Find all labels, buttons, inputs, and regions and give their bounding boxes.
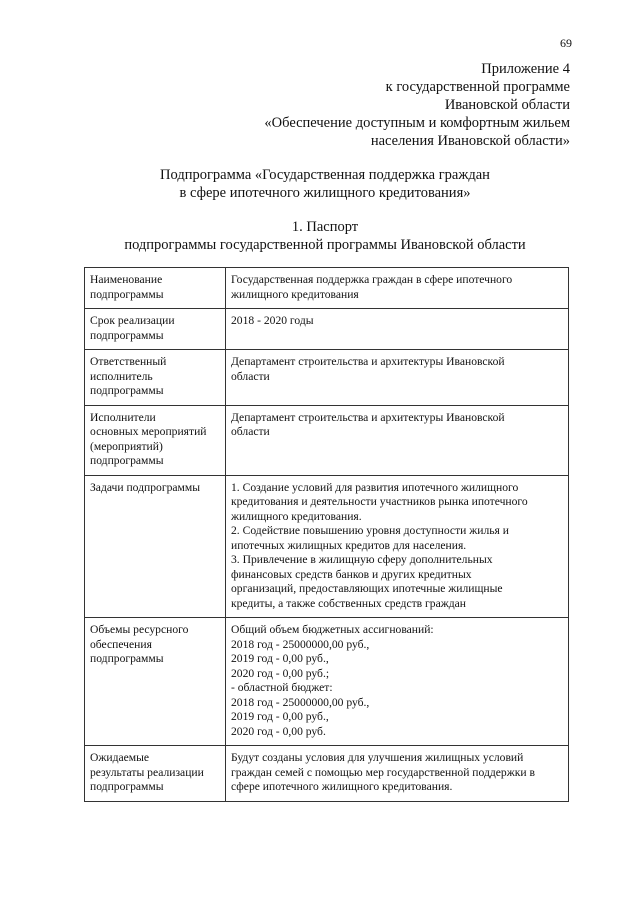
appendix-header	[150, 60, 570, 150]
row-value-line: 2020 год - 0,00 руб.	[231, 724, 326, 738]
row-label	[85, 350, 226, 406]
row-value-line: 3. Привлечение в жилищную сферу дополнительных	[231, 553, 493, 566]
row-value	[226, 268, 569, 309]
row-label	[85, 309, 226, 350]
passport-title-line: подпрограммы государственной программы Ивановской области	[124, 237, 526, 253]
row-value-line: кредитования и деятельности участников рынка ипотечного	[231, 495, 528, 508]
row-value-line: 2. Содействие повышению уровня доступности жилья и	[231, 524, 509, 537]
passport-title-line: 1. Паспорт	[291, 219, 359, 235]
row-value-line: жилищного кредитования	[231, 287, 359, 301]
subprogram-title-line: в сфере ипотечного жилищного кредитования»	[179, 185, 471, 201]
row-value-line: 2019 год - 0,00 руб.,	[231, 710, 329, 723]
row-value-line: - областной бюджет:	[231, 681, 333, 694]
row-value	[226, 746, 569, 802]
row-label	[85, 475, 226, 618]
row-label-line: Наименование	[90, 273, 163, 286]
row-value-line: Будут созданы условия для улучшения жилищных условий	[231, 751, 524, 764]
row-value-line: 2018 год - 25000000,00 руб.,	[231, 695, 370, 709]
row-value	[226, 405, 569, 475]
row-value-line: 2019 год - 0,00 руб.,	[231, 652, 329, 665]
row-value-line: области	[231, 369, 270, 383]
row-label-line: Ответственный	[90, 355, 167, 368]
row-label	[85, 746, 226, 802]
row-value-line: 2020 год - 0,00 руб.;	[231, 666, 330, 680]
row-value	[226, 475, 569, 618]
row-label-line: Срок реализации	[90, 314, 175, 327]
row-value-line: жилищного кредитования.	[231, 509, 362, 523]
row-label-line: основных мероприятий	[90, 425, 207, 438]
row-value-line: 2018 год - 25000000,00 руб.,	[231, 637, 370, 651]
table-row	[85, 618, 569, 746]
row-value-line: 2018 - 2020 годы	[231, 314, 314, 327]
row-label-line: исполнитель	[90, 369, 153, 383]
row-value-line: Общий объем бюджетных ассигнований:	[231, 623, 434, 636]
row-label-line: подпрограммы	[90, 287, 164, 301]
row-value	[226, 350, 569, 406]
row-value-line: организаций, предоставляющих ипотечные жилищные	[231, 582, 503, 595]
row-value-line: области	[231, 425, 270, 438]
row-value-line: Государственная поддержка граждан в сфере ипотечного	[231, 273, 513, 286]
passport-title	[80, 218, 570, 254]
row-label-line: подпрограммы	[90, 384, 164, 397]
table-row	[85, 475, 569, 618]
table-row	[85, 309, 569, 350]
row-value-line: кредиты, а также собственных средств граждан	[231, 596, 466, 610]
row-label	[85, 618, 226, 746]
row-value-line: Департамент строительства и архитектуры Ивановской	[231, 355, 505, 368]
row-label-line: (мероприятий)	[90, 439, 163, 453]
table-row	[85, 350, 569, 406]
row-label	[85, 405, 226, 475]
row-label-line: подпрограммы	[90, 652, 164, 665]
row-label-line: Ожидаемые	[90, 751, 150, 764]
appendix-line: Ивановской области	[444, 97, 570, 113]
row-value-line: граждан семей с помощью мер государственной поддержки в	[231, 765, 535, 779]
subprogram-title-line: Подпрограмма «Государственная поддержка граждан	[160, 167, 490, 183]
row-label-line: результаты реализации	[90, 765, 204, 779]
row-label-line: подпрограммы	[90, 780, 164, 793]
table-row	[85, 405, 569, 475]
subprogram-title	[80, 166, 570, 202]
appendix-line: к государственной программе	[385, 79, 570, 95]
row-label-line: Задачи подпрограммы	[90, 480, 200, 494]
row-label-line: Объемы ресурсного	[90, 623, 189, 636]
row-value-line: сфере ипотечного жилищного кредитования.	[231, 780, 453, 793]
row-label-line: Исполнители	[90, 410, 156, 424]
row-label-line: подпрограммы	[90, 328, 164, 342]
row-label-line: обеспечения	[90, 637, 152, 651]
appendix-line: населения Ивановской области»	[370, 133, 570, 149]
row-label	[85, 268, 226, 309]
table-row	[85, 268, 569, 309]
row-label-line: подпрограммы	[90, 454, 164, 467]
page-number: 69	[560, 36, 572, 50]
row-value	[226, 309, 569, 350]
appendix-line: Приложение 4	[481, 61, 570, 77]
appendix-line: «Обеспечение доступным и комфортным жильем	[264, 115, 570, 131]
row-value	[226, 618, 569, 746]
row-value-line: Департамент строительства и архитектуры Ивановской	[231, 410, 505, 424]
row-value-line: 1. Создание условий для развития ипотечного жилищного	[231, 480, 519, 494]
table-row	[85, 746, 569, 802]
row-value-line: финансовых средств банков и других кредитных	[231, 567, 472, 581]
row-value-line: ипотечных жилищных кредитов для населения.	[231, 538, 467, 552]
passport-table	[84, 267, 569, 802]
